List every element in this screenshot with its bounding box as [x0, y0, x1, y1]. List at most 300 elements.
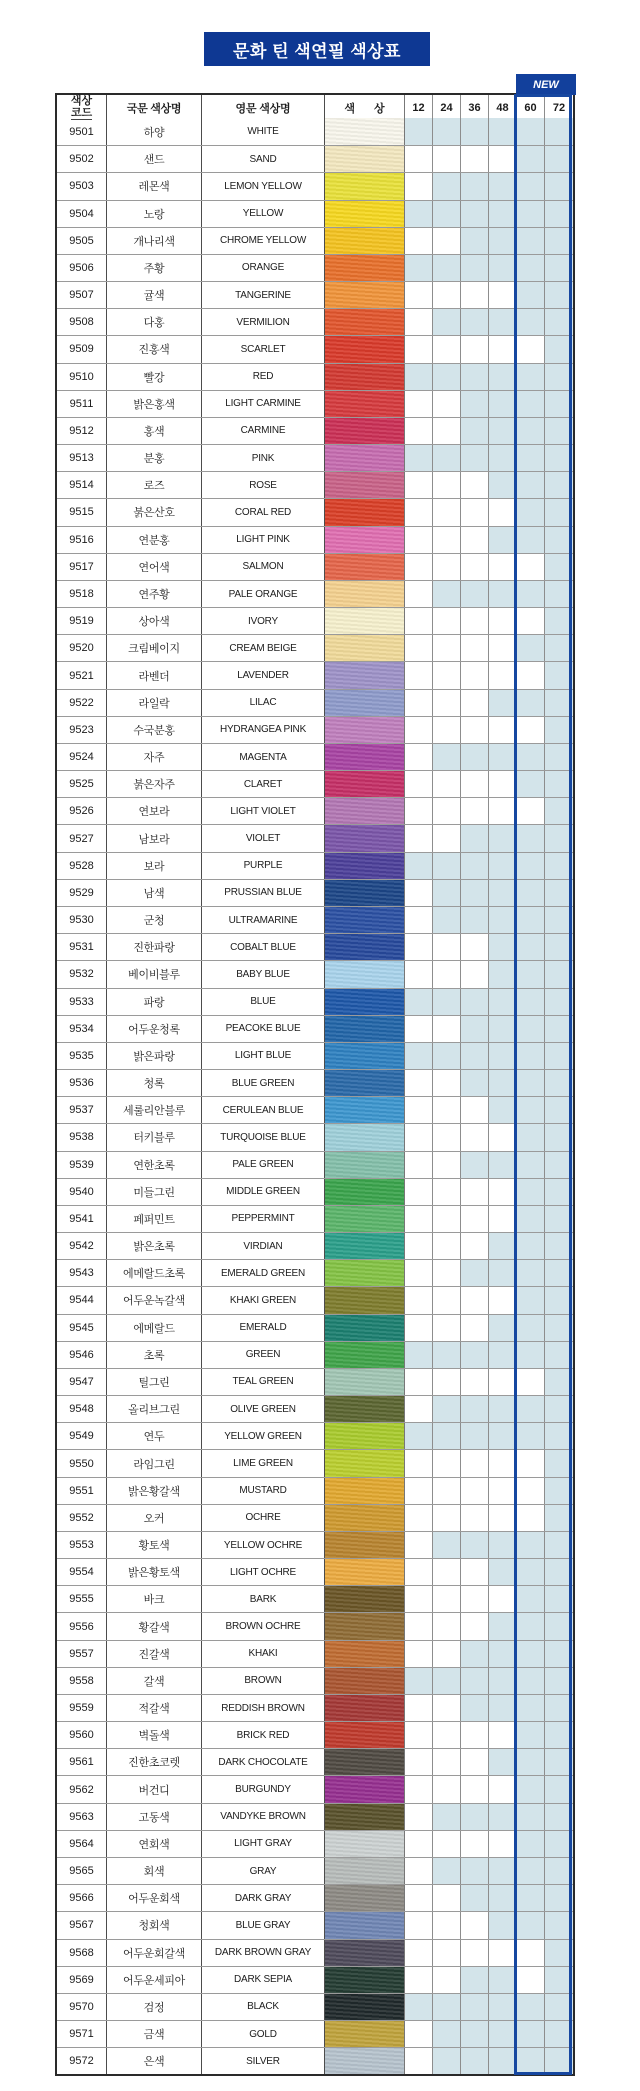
set-cell-12	[405, 1722, 433, 1748]
set-cell-48	[489, 1695, 517, 1721]
set-cell-72	[545, 1097, 573, 1123]
english-name: BLACK	[202, 1994, 325, 2020]
korean-name: 연두	[107, 1423, 202, 1449]
set-cell-72	[545, 1124, 573, 1150]
set-cell-36	[461, 1532, 489, 1558]
color-code: 9541	[57, 1206, 107, 1232]
color-swatch	[325, 1912, 405, 1938]
set-cell-60	[517, 1396, 545, 1422]
set-cell-60	[517, 391, 545, 417]
set-cell-24	[433, 690, 461, 716]
table-row	[57, 1667, 573, 1694]
set-cell-36	[461, 853, 489, 879]
color-swatch	[325, 989, 405, 1015]
set-cell-60	[517, 1994, 545, 2020]
english-name: LIGHT CARMINE	[202, 391, 325, 417]
color-code: 9569	[57, 1967, 107, 1993]
set-cell-72	[545, 1450, 573, 1476]
color-swatch	[325, 336, 405, 362]
set-cell-72	[545, 1912, 573, 1938]
korean-name: 붉은자주	[107, 771, 202, 797]
korean-name: 밝은홍색	[107, 391, 202, 417]
table-row	[57, 1286, 573, 1313]
set-cell-36	[461, 1858, 489, 1884]
set-cell-12	[405, 1695, 433, 1721]
korean-name: 밝은초록	[107, 1233, 202, 1259]
set-cell-12	[405, 1233, 433, 1259]
set-cell-48	[489, 1070, 517, 1096]
color-swatch	[325, 1641, 405, 1667]
set-cell-48	[489, 690, 517, 716]
table-row	[57, 824, 573, 851]
set-cell-60	[517, 635, 545, 661]
english-name: MUSTARD	[202, 1478, 325, 1504]
set-cell-24	[433, 1152, 461, 1178]
set-cell-60	[517, 1776, 545, 1802]
set-cell-24	[433, 282, 461, 308]
set-cell-60	[517, 825, 545, 851]
table-row	[57, 770, 573, 797]
color-code: 9555	[57, 1586, 107, 1612]
color-swatch	[325, 228, 405, 254]
set-cell-12	[405, 1559, 433, 1585]
set-cell-36	[461, 1315, 489, 1341]
color-code: 9566	[57, 1885, 107, 1911]
set-cell-12	[405, 1858, 433, 1884]
color-swatch	[325, 1152, 405, 1178]
page-title: 문화 틴 색연필 색상표	[204, 32, 430, 66]
set-cell-36	[461, 282, 489, 308]
color-code: 9524	[57, 744, 107, 770]
set-cell-24	[433, 880, 461, 906]
english-name: ROSE	[202, 472, 325, 498]
set-cell-36	[461, 1342, 489, 1368]
english-name: TURQUOISE BLUE	[202, 1124, 325, 1150]
set-cell-36	[461, 1260, 489, 1286]
table-row	[57, 1939, 573, 1966]
set-cell-36	[461, 635, 489, 661]
set-cell-60	[517, 1613, 545, 1639]
set-cell-60	[517, 1315, 545, 1341]
set-cell-60	[517, 1940, 545, 1966]
korean-name: 초록	[107, 1342, 202, 1368]
set-cell-72	[545, 1369, 573, 1395]
table-row	[57, 526, 573, 553]
set-cell-36	[461, 201, 489, 227]
set-cell-60	[517, 1722, 545, 1748]
color-code: 9564	[57, 1831, 107, 1857]
set-cell-48	[489, 1233, 517, 1259]
korean-name: 하양	[107, 118, 202, 145]
set-cell-60	[517, 1423, 545, 1449]
table-row	[57, 797, 573, 824]
set-cell-60	[517, 907, 545, 933]
table-row	[57, 1178, 573, 1205]
set-cell-24	[433, 1559, 461, 1585]
english-name: DARK BROWN GRAY	[202, 1940, 325, 1966]
set-cell-48	[489, 1423, 517, 1449]
set-cell-24	[433, 1532, 461, 1558]
color-code: 9514	[57, 472, 107, 498]
set-cell-36	[461, 1043, 489, 1069]
header-set-12: 12	[405, 95, 433, 120]
color-swatch	[325, 1559, 405, 1585]
color-code: 9543	[57, 1260, 107, 1286]
color-code: 9556	[57, 1613, 107, 1639]
color-code: 9550	[57, 1450, 107, 1476]
set-cell-36	[461, 1206, 489, 1232]
set-cell-24	[433, 336, 461, 362]
set-cell-24	[433, 853, 461, 879]
set-cell-12	[405, 1179, 433, 1205]
korean-name: 어두운청록	[107, 1016, 202, 1042]
set-cell-36	[461, 255, 489, 281]
color-swatch	[325, 1885, 405, 1911]
table-row	[57, 2020, 573, 2047]
set-cell-36	[461, 228, 489, 254]
header-set-24: 24	[433, 95, 461, 120]
english-name: SCARLET	[202, 336, 325, 362]
set-cell-36	[461, 1369, 489, 1395]
english-name: PRUSSIAN BLUE	[202, 880, 325, 906]
header-color-code-line2: 코드	[70, 107, 93, 120]
set-cell-36	[461, 744, 489, 770]
set-cell-36	[461, 1776, 489, 1802]
set-cell-12	[405, 1749, 433, 1775]
set-cell-60	[517, 255, 545, 281]
color-code: 9532	[57, 961, 107, 987]
english-name: PURPLE	[202, 853, 325, 879]
table-row	[57, 1151, 573, 1178]
set-cell-48	[489, 2021, 517, 2047]
color-code: 9526	[57, 798, 107, 824]
set-cell-60	[517, 201, 545, 227]
set-cell-72	[545, 1967, 573, 1993]
table-row	[57, 1123, 573, 1150]
table-row	[57, 852, 573, 879]
set-cell-72	[545, 1505, 573, 1531]
color-code: 9536	[57, 1070, 107, 1096]
set-cell-24	[433, 309, 461, 335]
set-cell-60	[517, 2021, 545, 2047]
table-row	[57, 1966, 573, 1993]
set-cell-60	[517, 1152, 545, 1178]
color-code: 9504	[57, 201, 107, 227]
header-set-72: 72	[545, 95, 573, 120]
header-set-48: 48	[489, 95, 517, 120]
set-cell-72	[545, 1940, 573, 1966]
set-cell-60	[517, 1179, 545, 1205]
set-cell-24	[433, 1233, 461, 1259]
korean-name: 밝은파랑	[107, 1043, 202, 1069]
set-cell-12	[405, 825, 433, 851]
set-cell-36	[461, 934, 489, 960]
table-row	[57, 471, 573, 498]
set-cell-48	[489, 1967, 517, 1993]
set-cell-72	[545, 1260, 573, 1286]
english-name: BROWN	[202, 1668, 325, 1694]
set-cell-12	[405, 1994, 433, 2020]
color-swatch	[325, 1940, 405, 1966]
set-cell-36	[461, 608, 489, 634]
table-row	[57, 363, 573, 390]
set-cell-36	[461, 1749, 489, 1775]
english-name: MIDDLE GREEN	[202, 1179, 325, 1205]
set-cell-48	[489, 336, 517, 362]
korean-name: 어두운세피아	[107, 1967, 202, 1993]
korean-name: 황갈색	[107, 1613, 202, 1639]
set-cell-24	[433, 1505, 461, 1531]
english-name: OCHRE	[202, 1505, 325, 1531]
color-code: 9544	[57, 1287, 107, 1313]
color-swatch	[325, 1450, 405, 1476]
set-cell-48	[489, 309, 517, 335]
english-name: KHAKI	[202, 1641, 325, 1667]
korean-name: 어두운녹갈색	[107, 1287, 202, 1313]
english-name: BRICK RED	[202, 1722, 325, 1748]
set-cell-60	[517, 1695, 545, 1721]
set-cell-12	[405, 118, 433, 145]
color-code: 9501	[57, 118, 107, 145]
color-code: 9539	[57, 1152, 107, 1178]
color-swatch	[325, 662, 405, 688]
set-cell-60	[517, 228, 545, 254]
korean-name: 홍색	[107, 418, 202, 444]
set-cell-60	[517, 1478, 545, 1504]
color-code: 9516	[57, 527, 107, 553]
color-code: 9538	[57, 1124, 107, 1150]
set-cell-60	[517, 798, 545, 824]
korean-name: 레몬색	[107, 173, 202, 199]
set-cell-48	[489, 472, 517, 498]
set-cell-72	[545, 880, 573, 906]
set-cell-24	[433, 717, 461, 743]
set-cell-24	[433, 118, 461, 145]
english-name: OLIVE GREEN	[202, 1396, 325, 1422]
set-cell-12	[405, 717, 433, 743]
table-row	[57, 879, 573, 906]
set-cell-60	[517, 1287, 545, 1313]
korean-name: 어두운회색	[107, 1885, 202, 1911]
set-cell-24	[433, 635, 461, 661]
set-cell-36	[461, 1994, 489, 2020]
color-code: 9522	[57, 690, 107, 716]
set-cell-72	[545, 554, 573, 580]
table-row	[57, 227, 573, 254]
set-cell-72	[545, 907, 573, 933]
korean-name: 회색	[107, 1858, 202, 1884]
set-cell-72	[545, 825, 573, 851]
set-cell-24	[433, 1396, 461, 1422]
color-swatch	[325, 1722, 405, 1748]
set-cell-48	[489, 934, 517, 960]
set-cell-12	[405, 1804, 433, 1830]
set-cell-60	[517, 1831, 545, 1857]
color-swatch	[325, 1804, 405, 1830]
set-cell-24	[433, 173, 461, 199]
set-cell-48	[489, 825, 517, 851]
set-cell-36	[461, 1233, 489, 1259]
table-row	[57, 1558, 573, 1585]
table-row	[57, 1884, 573, 1911]
set-cell-48	[489, 1641, 517, 1667]
set-cell-12	[405, 1668, 433, 1694]
color-swatch	[325, 1749, 405, 1775]
set-cell-48	[489, 1152, 517, 1178]
set-cell-72	[545, 228, 573, 254]
color-code: 9506	[57, 255, 107, 281]
korean-name: 라벤더	[107, 662, 202, 688]
color-code: 9520	[57, 635, 107, 661]
color-table	[55, 78, 575, 2076]
english-name: RED	[202, 364, 325, 390]
table-row	[57, 1993, 573, 2020]
set-cell-48	[489, 1668, 517, 1694]
set-cell-12	[405, 1206, 433, 1232]
set-cell-60	[517, 1586, 545, 1612]
korean-name: 미들그린	[107, 1179, 202, 1205]
set-cell-60	[517, 1532, 545, 1558]
english-name: KHAKI GREEN	[202, 1287, 325, 1313]
set-cell-36	[461, 1070, 489, 1096]
set-cell-12	[405, 2048, 433, 2074]
set-cell-48	[489, 1505, 517, 1531]
set-cell-12	[405, 1396, 433, 1422]
color-code: 9530	[57, 907, 107, 933]
set-cell-72	[545, 1016, 573, 1042]
set-cell-72	[545, 1776, 573, 1802]
header-set-60: 60	[517, 95, 545, 120]
set-cell-24	[433, 1641, 461, 1667]
color-code: 9507	[57, 282, 107, 308]
korean-name: 은색	[107, 2048, 202, 2074]
english-name: ORANGE	[202, 255, 325, 281]
color-code: 9567	[57, 1912, 107, 1938]
set-cell-24	[433, 1206, 461, 1232]
color-swatch	[325, 1070, 405, 1096]
set-cell-24	[433, 1940, 461, 1966]
set-cell-72	[545, 1722, 573, 1748]
color-code: 9503	[57, 173, 107, 199]
set-cell-24	[433, 1994, 461, 2020]
set-cell-24	[433, 1776, 461, 1802]
korean-name: 오커	[107, 1505, 202, 1531]
set-cell-36	[461, 1124, 489, 1150]
english-name: VIOLET	[202, 825, 325, 851]
set-cell-48	[489, 1532, 517, 1558]
color-code: 9562	[57, 1776, 107, 1802]
table-row	[57, 1612, 573, 1639]
set-cell-12	[405, 1613, 433, 1639]
set-cell-60	[517, 445, 545, 471]
set-cell-24	[433, 554, 461, 580]
color-swatch	[325, 1016, 405, 1042]
set-cell-60	[517, 1097, 545, 1123]
korean-name: 진한파랑	[107, 934, 202, 960]
set-cell-48	[489, 201, 517, 227]
table-row	[57, 1341, 573, 1368]
set-cell-12	[405, 146, 433, 172]
set-cell-36	[461, 1423, 489, 1449]
color-swatch	[325, 1831, 405, 1857]
set-cell-60	[517, 1450, 545, 1476]
set-cell-36	[461, 1695, 489, 1721]
color-swatch	[325, 1342, 405, 1368]
set-cell-36	[461, 1478, 489, 1504]
set-cell-48	[489, 228, 517, 254]
english-name: CHROME YELLOW	[202, 228, 325, 254]
set-cell-36	[461, 445, 489, 471]
set-cell-48	[489, 1831, 517, 1857]
set-cell-72	[545, 146, 573, 172]
set-cell-48	[489, 581, 517, 607]
english-name: WHITE	[202, 118, 325, 145]
korean-name: 상아색	[107, 608, 202, 634]
set-cell-36	[461, 798, 489, 824]
set-cell-24	[433, 662, 461, 688]
set-cell-24	[433, 1315, 461, 1341]
set-cell-24	[433, 608, 461, 634]
color-code: 9519	[57, 608, 107, 634]
set-cell-24	[433, 934, 461, 960]
table-row	[57, 988, 573, 1015]
set-cell-48	[489, 282, 517, 308]
set-cell-24	[433, 499, 461, 525]
set-cell-72	[545, 173, 573, 199]
set-cell-24	[433, 825, 461, 851]
korean-name: 버건디	[107, 1776, 202, 1802]
color-swatch	[325, 391, 405, 417]
color-swatch	[325, 907, 405, 933]
set-cell-12	[405, 1260, 433, 1286]
table-row	[57, 200, 573, 227]
set-cell-12	[405, 1016, 433, 1042]
set-cell-72	[545, 527, 573, 553]
korean-name: 라일락	[107, 690, 202, 716]
set-cell-36	[461, 662, 489, 688]
korean-name: 연보라	[107, 798, 202, 824]
english-name: BABY BLUE	[202, 961, 325, 987]
english-name: BLUE GRAY	[202, 1912, 325, 1938]
set-cell-24	[433, 1831, 461, 1857]
set-cell-72	[545, 961, 573, 987]
korean-name: 크림베이지	[107, 635, 202, 661]
set-cell-36	[461, 118, 489, 145]
korean-name: 분홍	[107, 445, 202, 471]
set-cell-72	[545, 336, 573, 362]
english-name: GREEN	[202, 1342, 325, 1368]
set-cell-36	[461, 989, 489, 1015]
set-cell-60	[517, 309, 545, 335]
set-cell-24	[433, 1097, 461, 1123]
table-row	[57, 661, 573, 688]
set-cell-12	[405, 1315, 433, 1341]
set-cell-72	[545, 1478, 573, 1504]
set-cell-12	[405, 201, 433, 227]
table-row	[57, 1259, 573, 1286]
color-swatch	[325, 527, 405, 553]
color-swatch	[325, 1858, 405, 1884]
header-set-36: 36	[461, 95, 489, 120]
table-row	[57, 417, 573, 444]
korean-name: 페퍼민트	[107, 1206, 202, 1232]
korean-name: 군청	[107, 907, 202, 933]
set-cell-36	[461, 391, 489, 417]
english-name: PALE ORANGE	[202, 581, 325, 607]
set-cell-60	[517, 608, 545, 634]
table-row	[57, 335, 573, 362]
color-swatch	[325, 445, 405, 471]
